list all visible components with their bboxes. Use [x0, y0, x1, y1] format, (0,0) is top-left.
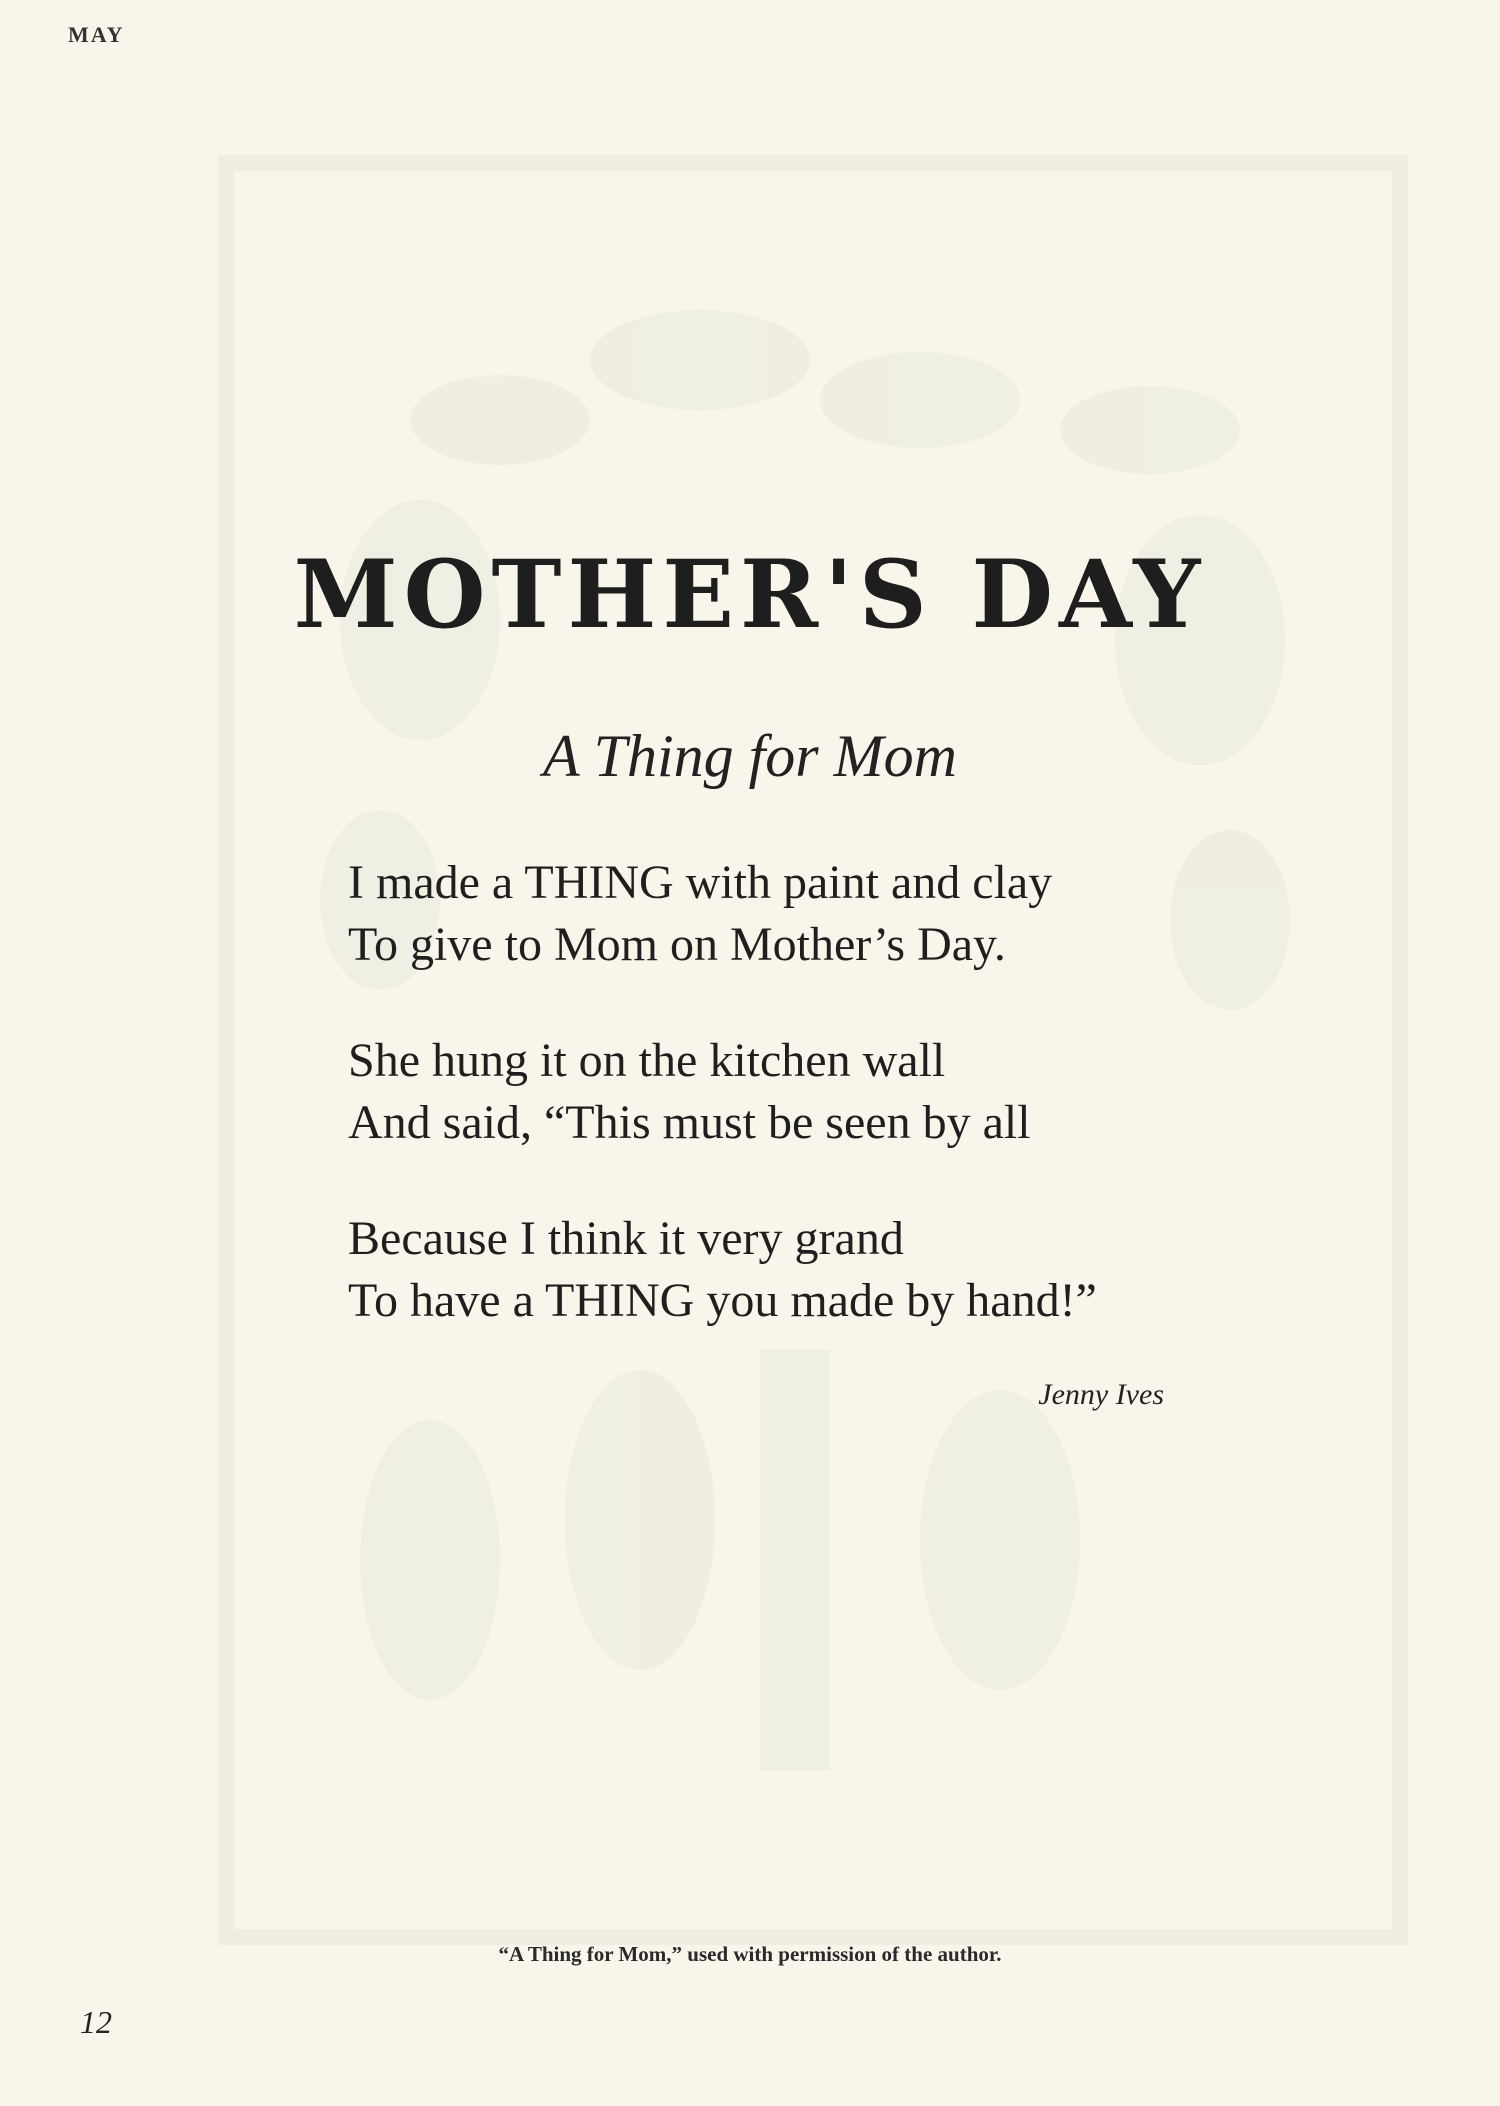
poem-line: To give to Mom on Mother’s Day.: [348, 918, 1006, 971]
poem-line: To have a THING you made by hand!”: [348, 1274, 1097, 1327]
poem-subtitle: A Thing for Mom: [543, 723, 957, 789]
poem-line: I made a THING with paint and clay: [348, 856, 1053, 909]
page-number: 12: [80, 2004, 112, 2040]
poem-author: Jenny Ives: [1038, 1378, 1164, 1411]
permission-credit: “A Thing for Mom,” used with permission of the author.: [498, 1942, 1002, 1966]
poem-line: She hung it on the kitchen wall: [348, 1034, 946, 1087]
stanza-3: [348, 1208, 1097, 1332]
poem-title: MOTHER'S DAY: [293, 540, 1207, 650]
running-head: MAY: [68, 22, 125, 47]
poem-line: And said, “This must be seen by all: [348, 1096, 1031, 1149]
stanza-2: [348, 1030, 1031, 1154]
poem-line: Because I think it very grand: [348, 1212, 904, 1265]
stanza-1: [348, 852, 1052, 976]
